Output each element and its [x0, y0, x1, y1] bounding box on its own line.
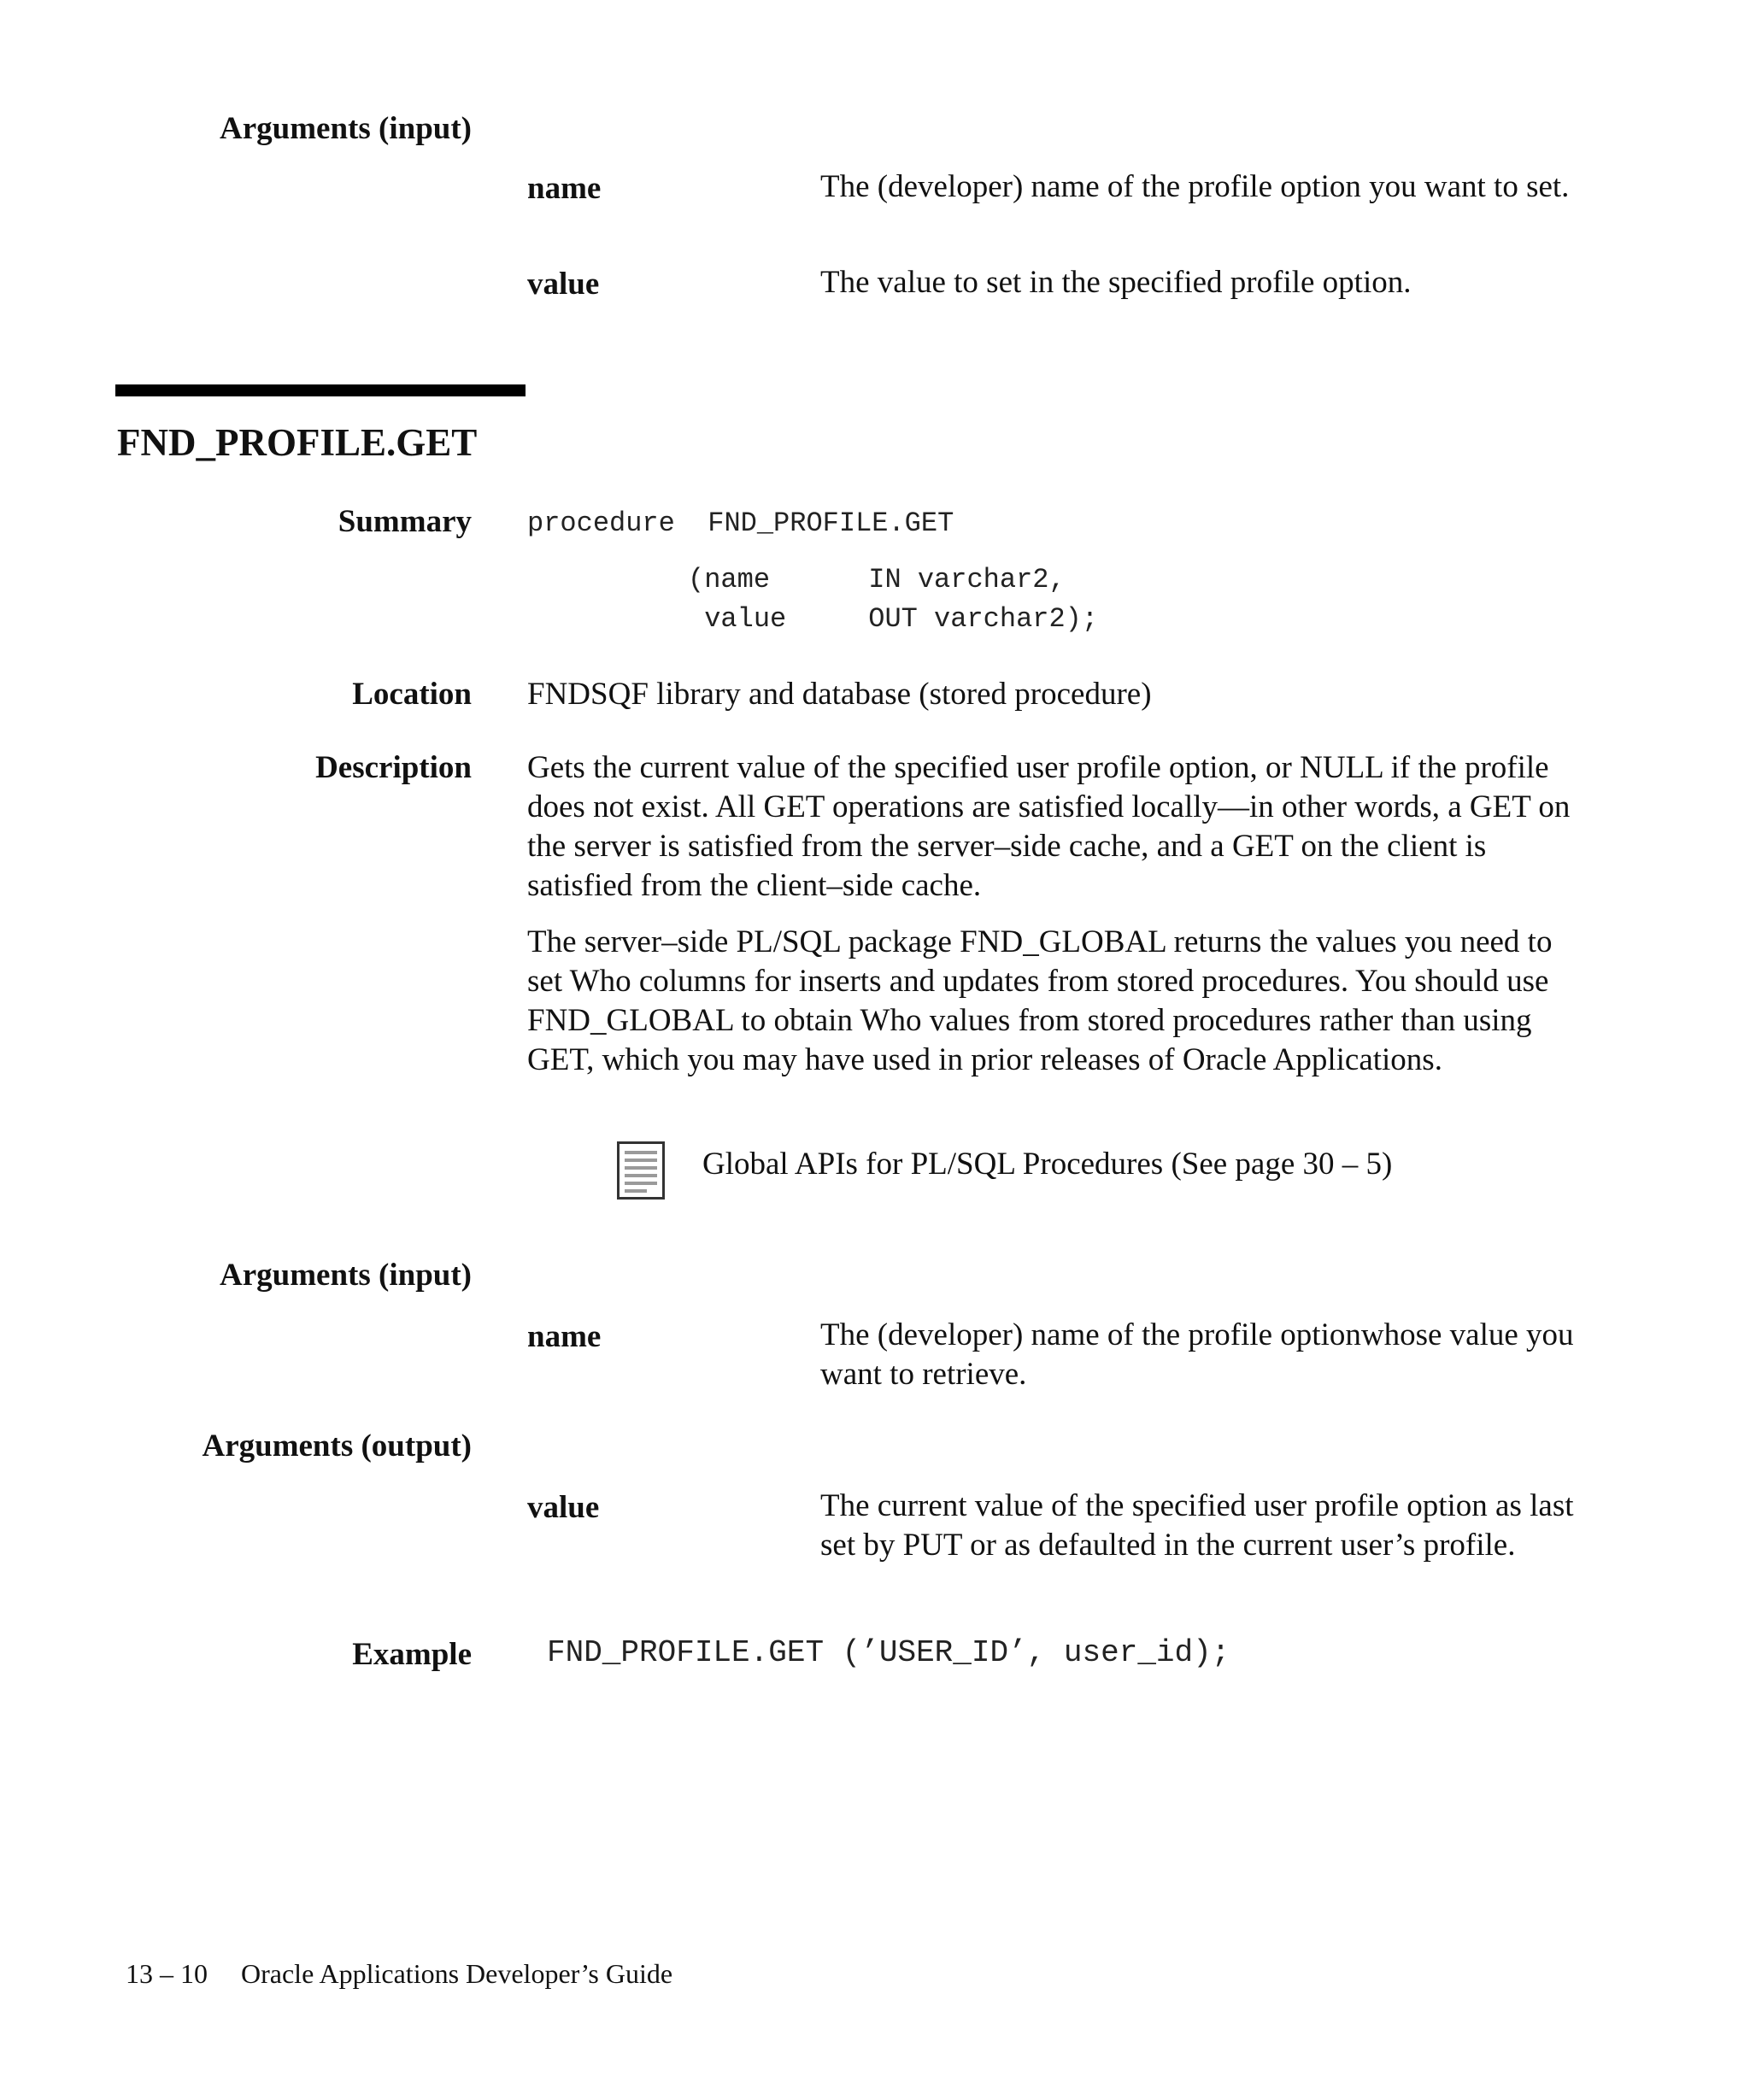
example-code: FND_PROFILE.GET (’USER_ID’, user_id); — [547, 1635, 1230, 1670]
section-divider-rule — [115, 384, 526, 396]
arguments-output-label: Arguments (output) — [202, 1428, 472, 1464]
summary-label: Summary — [338, 504, 472, 539]
footer-book-title: Oracle Applications Developer’s Guide — [241, 1958, 673, 1989]
prev-arguments-input-label: Arguments (input) — [220, 111, 472, 146]
location-label: Location — [352, 677, 472, 712]
footer-page-number: 13 – 10 — [126, 1958, 208, 1989]
input-arg-name: name — [527, 1319, 602, 1354]
prev-arg-value: value — [527, 267, 600, 302]
output-arg-value-description: The current value of the specified user profile option as last set by PUT or as defaulted in the current user’s profile. — [820, 1488, 1574, 1563]
output-arg-value: value — [527, 1490, 600, 1525]
location-text: FNDSQF library and database (stored procedure) — [527, 677, 1152, 712]
description-label: Description — [315, 750, 472, 785]
description-paragraph-2: The server–side PL/SQL package FND_GLOBAL returns the values you need to set Who columns for inserts and updates from stored procedures. You should use FND_GLOBAL to obtain Who values from stored procedures rather than using GET, which you may have used in prior releases of Oracle Applications. — [527, 924, 1553, 1077]
prev-arg-name-description: The (developer) name of the profile option you want to set. — [820, 169, 1570, 204]
arguments-input-label: Arguments (input) — [220, 1258, 472, 1293]
prev-arg-name: name — [527, 171, 602, 206]
description-paragraph-1: Gets the current value of the specified user profile option, or NULL if the profile does not exist. All GET operations are satisfied locally—in other words, a GET on the server is satisfied from the server–side cache, and a GET on the client is satisfied from the client–side cache. — [527, 750, 1571, 903]
section-title: FND_PROFILE.GET — [117, 421, 478, 464]
summary-code-line-1: procedure FND_PROFILE.GET — [527, 507, 954, 539]
example-label: Example — [352, 1637, 472, 1672]
summary-code-line-3: value OUT varchar2); — [688, 603, 1099, 635]
summary-code-line-2: (name IN varchar2, — [688, 564, 1066, 595]
document-reference-icon — [617, 1141, 665, 1200]
cross-reference-link[interactable]: Global APIs for PL/SQL Procedures (See page 30 – 5) — [702, 1147, 1393, 1182]
prev-arg-value-description: The value to set in the specified profile option. — [820, 265, 1412, 300]
description-body — [527, 748, 1587, 1080]
input-arg-name-description: The (developer) name of the profile optionwhose value you want to retrieve. — [820, 1317, 1574, 1392]
